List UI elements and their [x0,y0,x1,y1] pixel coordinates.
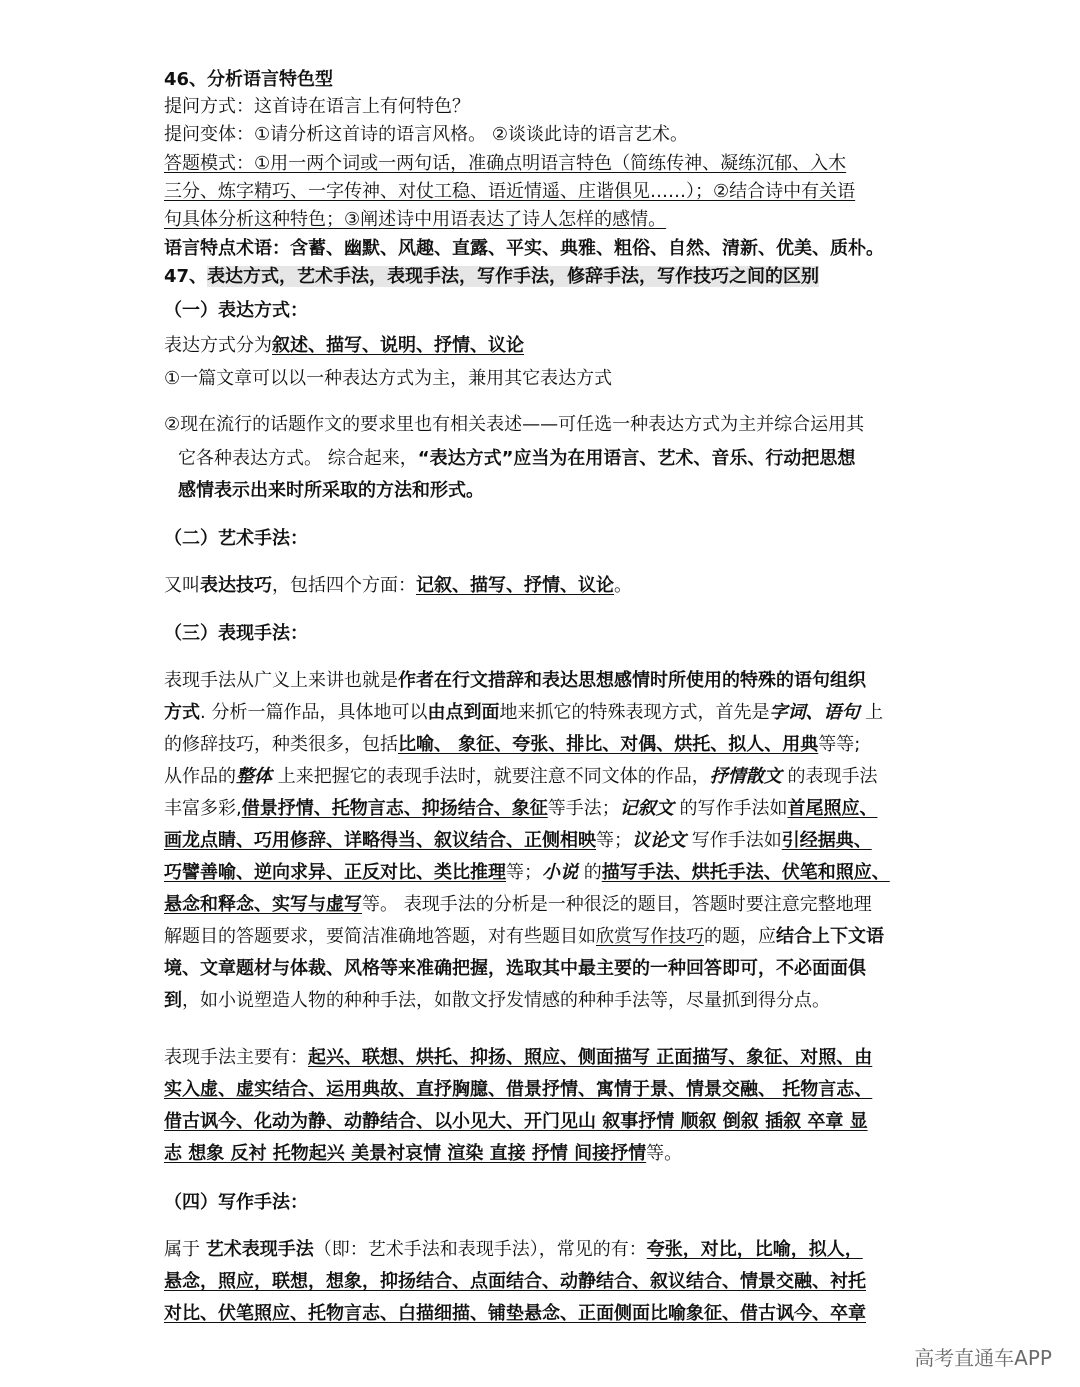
part-1-line-5: 感情表示出来时所采取的方法和形式。 [178,480,484,501]
part-4-row-1 [164,1237,863,1263]
text: 等； [596,830,632,851]
part-4-row-3: 对比、伏笔照应、托物言志、白描细描、铺垫悬念、正面侧面比喻象征、借古讽今、卒章 [164,1303,866,1324]
part-3-row-10: 境、文章题材与体裁、风格等来准确把握，选取其中最主要的一种回答即可，不必面面俱 [164,958,866,979]
keywords: 借景抒情、托物言志、抑扬结合、象征 [241,798,548,819]
text: （即：艺术手法和表现手法），常见的有： [313,1239,647,1260]
expression-modes: 叙述、描写、说明、抒情、议论 [272,335,524,356]
keywords: 引经据典、 [781,830,872,851]
text: 等。 [646,1143,683,1164]
part-2-line [164,573,632,599]
app-watermark: 高考直通车APP [914,1346,1052,1370]
part-3-row-5 [164,796,877,822]
part-2-heading: （二）艺术手法： [164,528,308,549]
part-1-heading: （一）表达方式： [164,300,308,321]
part-3-row-2 [164,700,883,726]
part-3-row-3 [164,732,860,758]
part-3-row-7 [164,860,890,886]
text: 解题目的答题要求，要简洁准确地答题，对有些题目如 [164,926,596,947]
emphasis: 抒情散文 [709,766,782,787]
text: 的表现手法 [781,766,878,787]
text: 的写作手法如 [673,798,788,819]
emphasis: “表达方式”应当为在用语言、艺术、音乐、行动把思想 [417,448,856,469]
answer-mode-line-2: 三分、炼字精巧、一字传神、对仗工稳、语近情遥、庄谐俱见……）；②结合诗中有关语 [164,181,856,202]
part-3-row-9 [164,924,884,950]
part-1-line-3: ②现在流行的话题作文的要求里也有相关表述——可任选一种表达方式为主并综合运用其 [164,414,865,435]
text: 属于 [164,1239,206,1260]
text: 的 [578,862,602,883]
keywords: 比喻、 象征、夸张、排比、对偶、烘托、拟人、用典 [398,734,819,755]
keywords: 画龙点睛、巧用修辞、详略得当、叙议结合、正侧相映 [164,830,596,851]
question-way: 提问方式：这首诗在语言上有何特色？ [164,96,470,117]
part-1-line-2: ①一篇文章可以以一种表达方式为主，兼用其它表达方式 [164,368,613,389]
text: 表现手法从广义上来讲也就是 [164,670,398,691]
text: 从作品的 [164,766,236,787]
text: 的修辞技巧，种类很多，包括 [164,734,398,755]
emphasis: 作者在行文措辞和表达思想感情时所使用的特殊的语句组织 [398,670,866,691]
keywords: 志 想象 反衬 托物起兴 美景衬哀情 渲染 直接 抒情 间接抒情 [164,1143,647,1164]
part-3-row-1 [164,668,866,694]
main-methods-row-2: 实入虚、虚实结合、运用典故、直抒胸臆、借景抒情、寓情于景、情景交融、 托物言志、 [164,1079,873,1100]
main-methods-row-1 [164,1045,872,1071]
keywords: 欣赏写作技巧 [596,926,704,947]
part-3-heading: （三）表现手法： [164,623,308,644]
answer-mode-line-3: 句具体分析这种特色；③阐述诗中用语表达了诗人怎样的感情。 [164,209,667,230]
part-1-line-4 [178,446,855,472]
question-variants: 提问变体：①请分析这首诗的语言风格。 ②谈谈此诗的语言艺术。 [164,124,688,145]
emphasis: 议论文 [632,830,686,851]
text: 丰富多彩, [164,798,242,819]
text: ，如小说塑造人物的种种手法，如散文抒发情感的种种手法等，尽量抓到得分点。 [182,990,830,1011]
emphasis: 小说 [542,862,578,883]
text: 上 [859,702,884,723]
main-methods-row-3: 借古讽今、化动为静、动静结合、以小见大、开门见山 叙事抒情 顺叙 倒叙 插叙 卒章 显 [164,1111,868,1132]
text: 写作手法如 [686,830,782,851]
text: . 分析一篇作品，具体地可以 [200,702,428,723]
part-3-row-4 [164,764,877,790]
emphasis: 到 [164,990,182,1011]
text: 等等; [818,734,861,755]
emphasis: 整体 [236,766,272,787]
text: ，包括四个方面： [272,575,416,596]
answer-mode-line-1: 答题模式：①用一两个词或一两句话，准确点明语言特色（简练传神、凝练沉郁、入木 [164,153,847,174]
language-terms: 语言特点术语：含蓄、幽默、风趣、直露、平实、典雅、粗俗、自然、清新、优美、质朴。 [164,238,884,259]
part-1-line-1 [164,333,524,359]
text: 。 [614,575,632,596]
part-4-heading: （四）写作手法： [164,1192,308,1213]
section-47-number: 47、 [164,266,208,287]
emphasis: 字词、语句 [769,702,860,723]
text: 表达方式分为 [164,335,272,356]
text: 它各种表达方式。 综合起来， [178,448,418,469]
part-3-row-11 [164,988,830,1014]
text: 地来抓它的特殊表现方式，首先是 [499,702,770,723]
emphasis: 方式 [164,702,200,723]
section-47-heading: 表达方式，艺术手法，表现手法，写作手法，修辞手法，写作技巧之间的区别 [207,266,820,287]
part-3-row-6 [164,828,872,854]
text: 的题，应 [704,926,776,947]
keywords: 起兴、联想、烘托、抑扬、照应、侧面描写 正面描写、象征、对照、由 [308,1047,873,1068]
emphasis: 记叙文 [619,798,674,819]
section-47-title [164,264,819,290]
emphasis: 表达技巧 [200,575,272,596]
emphasis: 由点到面 [427,702,500,723]
text: 又叫 [164,575,200,596]
keywords: 描写手法、烘托手法、伏笔和照应、 [601,862,890,883]
text: 等。 表现手法的分析是一种很泛的题目，答题时要注意完整地理 [362,894,872,915]
emphasis: 艺术表现手法 [205,1239,314,1260]
keywords: 巧譬善喻、逆向求异、正反对比、类比推理 [164,862,506,883]
part-4-row-2: 悬念，照应，联想，想象，抑扬结合、点面结合、动静结合、叙议结合、情景交融、衬托 [164,1271,866,1292]
keywords: 悬念和释念、实写与虚写 [164,894,362,915]
text: 上来把握它的表现手法时，就要注意不同文体的作品， [272,766,710,787]
text: 等手法； [547,798,620,819]
keywords: 记叙、描写、抒情、议论 [416,575,614,596]
keywords: 夸张，对比，比喻，拟人， [646,1239,863,1260]
section-46-title: 46、分析语言特色型 [164,69,334,90]
part-3-row-8 [164,892,872,918]
text: 等； [506,862,542,883]
text: 表现手法主要有： [164,1047,308,1068]
main-methods-row-4 [164,1141,682,1167]
emphasis: 结合上下文语 [776,926,884,947]
keywords: 首尾照应、 [787,798,878,819]
